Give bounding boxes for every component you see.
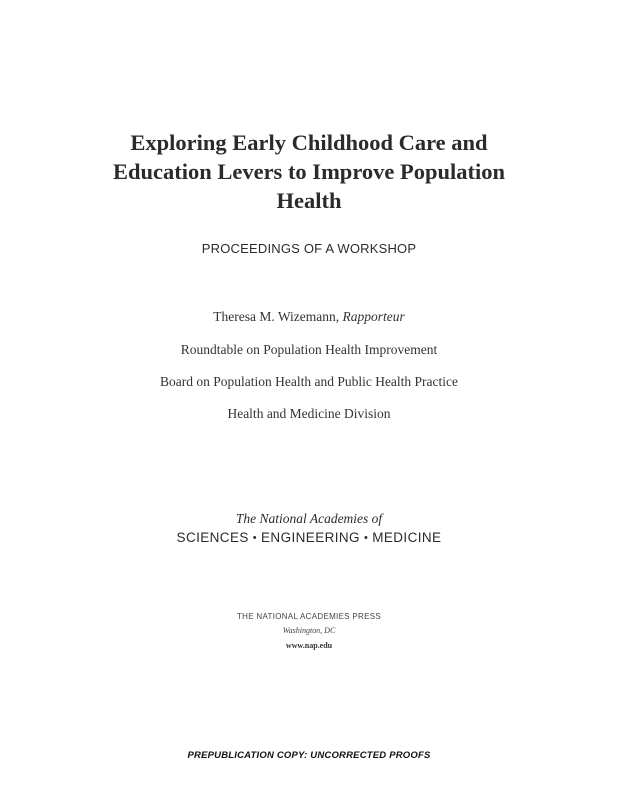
roundtable-name: Roundtable on Population Health Improvement <box>180 342 438 357</box>
document-subtitle: PROCEEDINGS OF A WORKSHOP <box>201 241 417 256</box>
rapporteur-credit <box>30 309 588 325</box>
academies-separator: • <box>252 532 258 544</box>
division-name: Health and Medicine Division <box>227 406 391 421</box>
academies-logo-fields <box>30 530 588 545</box>
title-line-2: Education Levers to Improve Population <box>112 159 506 184</box>
press-city: Washington, DC <box>282 626 336 635</box>
prepublication-notice: PREPUBLICATION COPY: UNCORRECTED PROOFS <box>187 750 431 761</box>
title-line-1: Exploring Early Childhood Care and <box>130 130 488 155</box>
document-title <box>30 128 588 215</box>
academies-field-sciences: SCIENCES <box>176 530 249 545</box>
rapporteur-role: Rapporteur <box>342 309 405 324</box>
press-name: THE NATIONAL ACADEMIES PRESS <box>237 612 381 621</box>
academies-logo-name: The National Academies of <box>235 511 383 526</box>
academies-separator: • <box>363 532 369 544</box>
academies-field-medicine: MEDICINE <box>372 530 442 545</box>
academies-field-engineering: ENGINEERING <box>261 530 360 545</box>
title-line-3: Health <box>276 188 342 213</box>
press-url: www.nap.edu <box>285 641 333 650</box>
board-name: Board on Population Health and Public Health Practice <box>159 374 459 389</box>
rapporteur-name: Theresa M. Wizemann, <box>213 309 343 324</box>
